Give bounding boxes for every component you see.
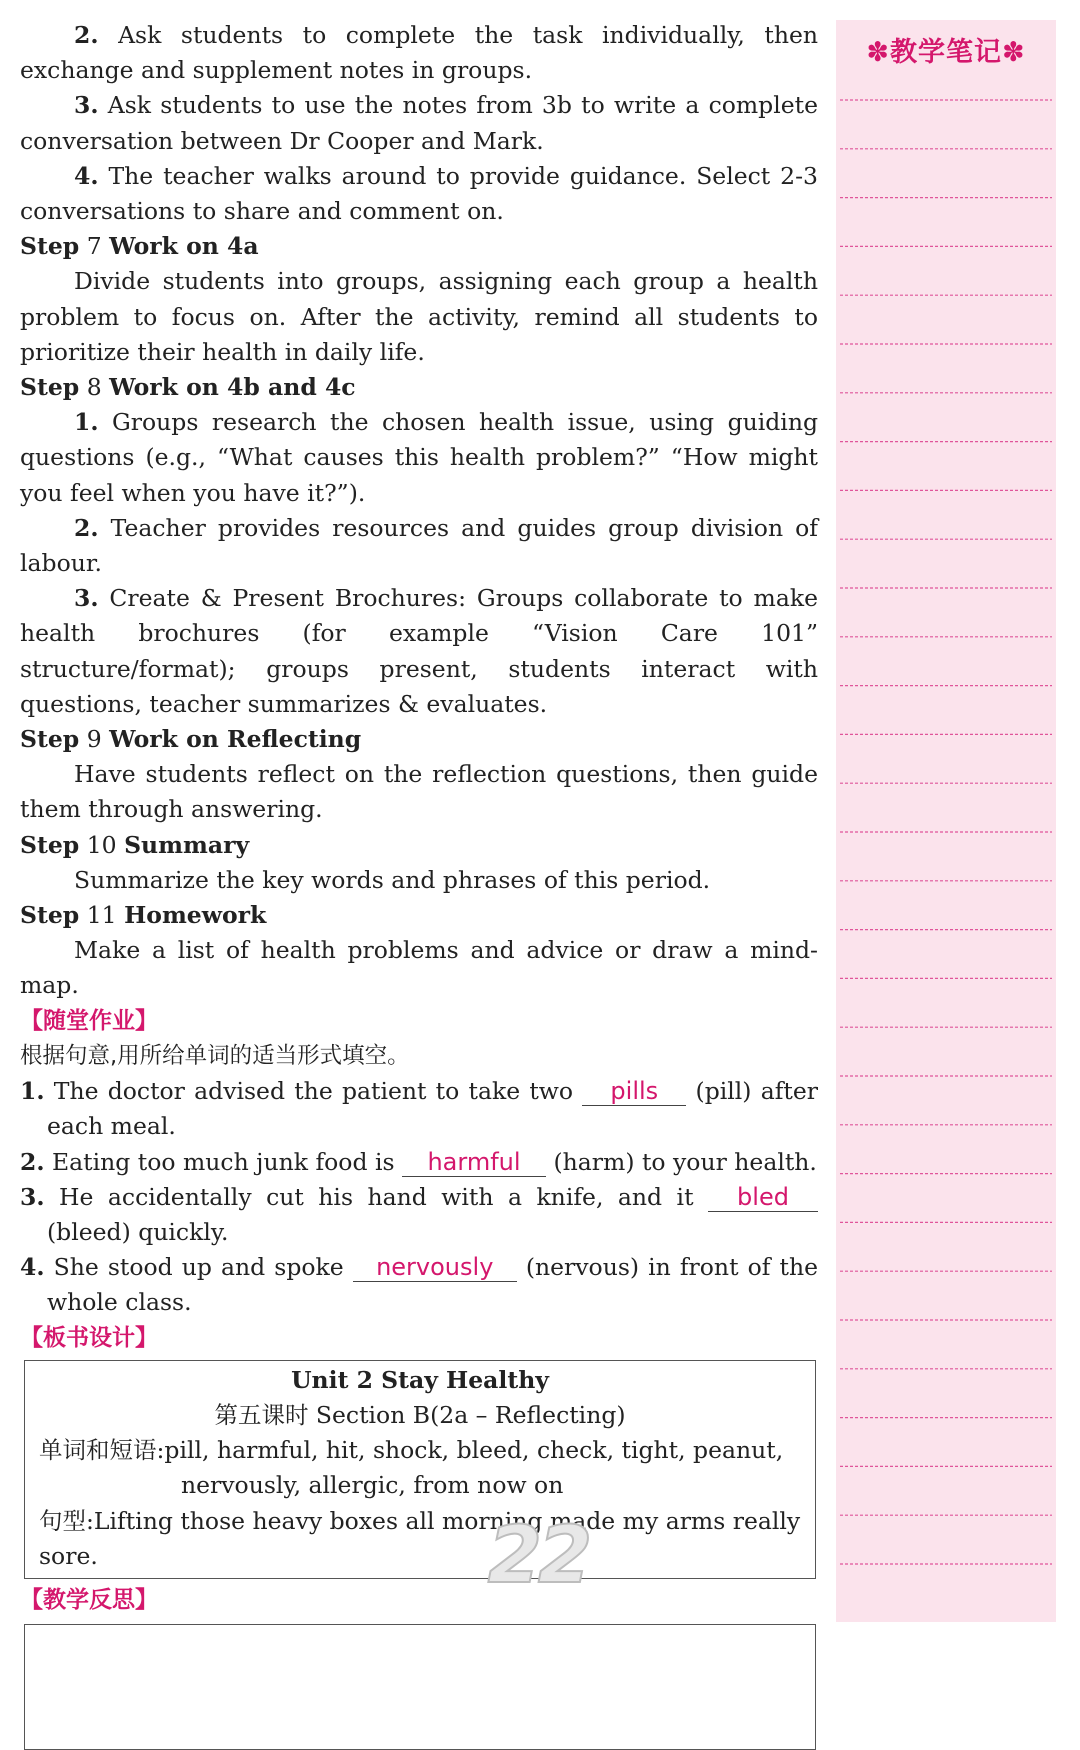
homework-header: 【随堂作业】: [20, 1007, 158, 1034]
words-text-continued: nervously, allergic, from now on: [181, 1471, 564, 1500]
answer-blank: [708, 1183, 818, 1212]
paragraph: [20, 581, 818, 722]
paragraph: Make a list of health problems and advice or draw a mind-map.: [20, 936, 818, 1000]
answer-text: nervously: [376, 1253, 494, 1282]
step-label: Step: [20, 373, 80, 402]
step-heading: [20, 229, 818, 264]
reflection-header: 【教学反思】: [20, 1586, 158, 1613]
exercise-text: (harm) to your health.: [546, 1147, 817, 1176]
exercise-text: (nervous) in front of the whole class.: [47, 1253, 818, 1317]
paragraph-text: Groups research the chosen health issue, using guiding questions (e.g., “What causes this health problem?” “How might you feel when you have it?”).: [20, 408, 818, 507]
board-title: Unit 2 Stay Healthy: [291, 1365, 549, 1394]
exercise-text: (pill) after each meal.: [47, 1077, 818, 1141]
paragraph-text: Teacher provides resources and guides group division of labour.: [20, 513, 818, 578]
step-label: Step: [20, 901, 80, 930]
step-number: 10: [79, 830, 125, 859]
board-words-row: [39, 1433, 801, 1468]
paragraph: [20, 405, 818, 511]
item-number: 3.: [20, 1182, 45, 1211]
step-number: 7: [79, 232, 110, 261]
reflection-box: [24, 1624, 816, 1750]
step-title: Work on 4b and 4c: [109, 373, 356, 402]
page-number: 22: [487, 1511, 589, 1601]
notes-sidebar: [836, 20, 1056, 1622]
item-number: 3.: [74, 91, 99, 120]
item-number: 4.: [20, 1253, 45, 1282]
step-title: Work on 4a: [109, 232, 259, 261]
board-sentence-row: [39, 1504, 801, 1574]
step-number: 8: [79, 373, 110, 402]
exercise-text: (bleed) quickly.: [47, 1217, 229, 1246]
sentence-text: Lifting those heavy boxes all morning made my arms really sore.: [39, 1506, 801, 1570]
homework-instruction: 根据句意,用所给单词的适当形式填空。: [20, 1042, 410, 1069]
step-label: Step: [20, 725, 80, 754]
step-heading: [20, 370, 818, 405]
paragraph: Summarize the key words and phrases of this period.: [74, 865, 711, 894]
paragraph: [20, 159, 818, 229]
step-title: Work on Reflecting: [109, 725, 362, 754]
answer-text: harmful: [427, 1147, 521, 1176]
words-text: pill, harmful, hit, shock, bleed, check, tight, peanut,: [164, 1436, 784, 1465]
paragraph: [20, 18, 818, 88]
board-subtitle: 第五课时 Section B(2a – Reflecting): [214, 1400, 626, 1429]
exercise-text: The doctor advised the patient to take two: [44, 1077, 583, 1106]
answer-blank: [353, 1253, 517, 1282]
item-number: 1.: [74, 408, 99, 437]
sidebar-title: ✽教学笔记✽: [866, 37, 1026, 68]
paragraph-text: Ask students to complete the task individually, then exchange and supplement notes in groups.: [20, 21, 818, 85]
sentence-label: 句型:: [39, 1506, 94, 1535]
answer-blank: [402, 1148, 546, 1177]
sidebar-ruled-lines: [836, 20, 1056, 1622]
step-label: Step: [20, 830, 80, 859]
exercise-text: He accidentally cut his hand with a knife, and it: [44, 1182, 708, 1211]
paragraph: Have students reflect on the reflection questions, then guide them through answering.: [20, 760, 818, 824]
paragraph: [20, 511, 818, 581]
exercise-item: [20, 1250, 818, 1320]
item-number: 2.: [74, 21, 99, 49]
step-number: 11: [79, 901, 125, 930]
exercise-item: [20, 1145, 818, 1180]
item-number: 2.: [20, 1147, 45, 1176]
answer-blank: [582, 1077, 686, 1106]
paragraph-text: Create & Present Brochures: Groups collaborate to make health brochures (for example “Vision Care 101” structure/format); groups present, students interact with questions, teacher summarizes & evaluates.: [20, 584, 818, 718]
item-number: 4.: [74, 161, 99, 190]
exercise-text: She stood up and spoke: [44, 1253, 353, 1282]
exercise-text: Eating too much junk food is: [44, 1147, 403, 1176]
step-heading: [20, 898, 818, 933]
item-number: 2.: [74, 513, 99, 542]
step-heading: [20, 828, 818, 863]
step-title: Homework: [124, 901, 267, 930]
main-content: [20, 18, 818, 1750]
board-design-box: [24, 1360, 816, 1579]
answer-text: pills: [610, 1077, 659, 1106]
board-header: 【板书设计】: [20, 1324, 158, 1351]
paragraph: [20, 88, 818, 158]
step-number: 9: [79, 725, 110, 754]
paragraph: Divide students into groups, assigning each group a health problem to focus on. After the activity, remind all students to prioritize their health in daily life.: [20, 267, 818, 366]
paragraph-text: The teacher walks around to provide guidance. Select 2-3 conversations to share and comment on.: [20, 161, 818, 226]
item-number: 3.: [74, 584, 99, 613]
words-label: 单词和短语:: [39, 1436, 165, 1465]
step-heading: [20, 722, 818, 757]
paragraph-text: Ask students to use the notes from 3b to write a complete conversation between Dr Cooper and Mark.: [20, 91, 818, 155]
exercise-item: [20, 1180, 818, 1250]
item-number: 1.: [20, 1077, 45, 1106]
step-title: Summary: [124, 830, 250, 859]
exercise-item: [20, 1074, 818, 1144]
answer-text: bled: [737, 1182, 789, 1211]
step-label: Step: [20, 232, 80, 261]
